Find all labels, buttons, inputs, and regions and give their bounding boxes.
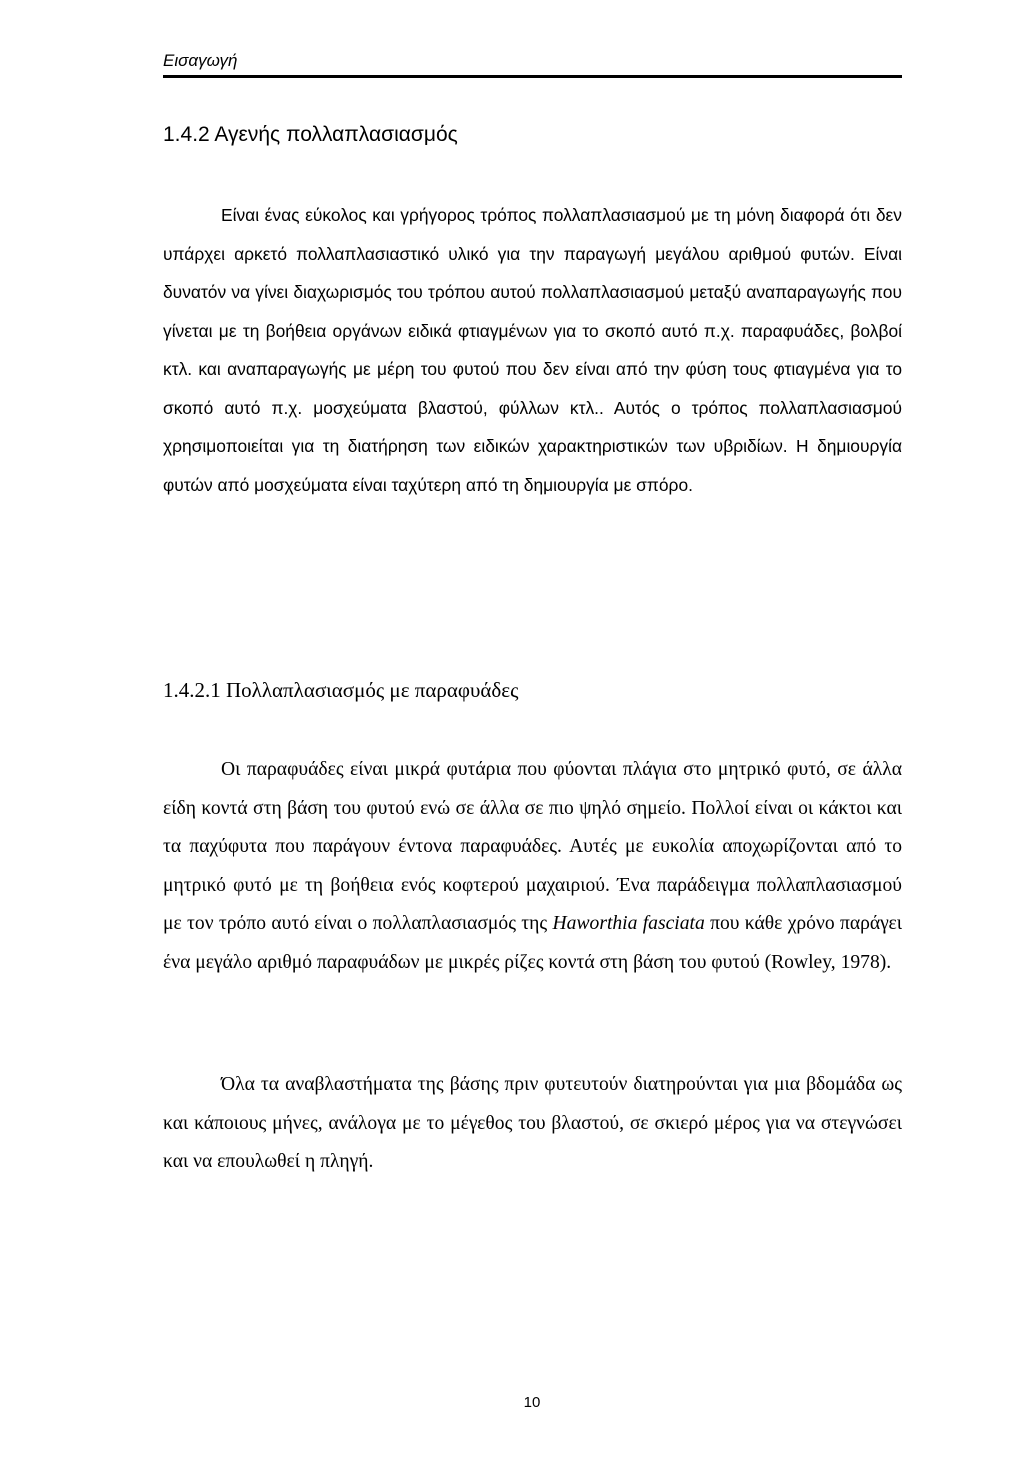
header-title: Εισαγωγή: [163, 51, 238, 70]
page-header: [163, 50, 902, 78]
header-rule: [163, 75, 902, 78]
species-name: Haworthia fasciata: [552, 913, 705, 935]
paragraph-text-part: Οι παραφυάδες είναι μικρά φυτάρια που φύονται πλάγια στο μητρικό φυτό, σε άλλα είδη κοντά στη βάση του φυτού ενώ σε άλλα σε πιο ψηλό σημείο. Πολλοί είναι οι κάκτοι και τα παχύφυτα που παράγουν έντονα παραφυάδες. Αυτές με ευκολία αποχωρίζονται από το μητρικό φυτό με τη βοήθεια ενός κοφτερού μαχαιριού. Ένα παράδειγμα πολλαπλασιασμού με τον τρόπο αυτό είναι ο πολλαπλασιασμός της: [163, 759, 902, 935]
section-heading-1-4-2: 1.4.2 Αγενής πολλαπλασιασμός: [163, 123, 458, 146]
paragraph-text-part: που κάθε χρόνο παράγει ένα μεγάλο αριθμό παραφυάδων με μικρές ρίζες κοντά στη βάση του φυτού (Rowley, 1978).: [163, 913, 902, 973]
section-1-4-2-1-paragraph-2: Όλα τα αναβλαστήματα της βάσης πριν φυτευτούν διατηρούνται για μια βδομάδα ως και κάποιους μήνες, ανάλογα με το μέγεθος του βλαστού, σε σκιερό μέρος για να στεγνώσει και να επουλωθεί η πληγή.: [163, 1074, 902, 1173]
section-1-4-2-1-paragraph-1: [163, 751, 902, 983]
page-number: 10: [523, 1394, 541, 1411]
section-heading-1-4-2-1: 1.4.2.1 Πολλαπλασιασμός με παραφυάδες: [163, 678, 519, 702]
section-1-4-2-paragraph: Είναι ένας εύκολος και γρήγορος τρόπος πολλαπλασιασμού με τη μόνη διαφορά ότι δεν υπάρχει αρκετό πολλαπλασιαστικό υλικό για την παραγωγή μεγάλου αριθμού φυτών. Είναι δυνατόν να γίνει διαχωρισμός του τρόπου αυτού πολλαπλασιασμού μεταξύ αναπαραγωγής που γίνεται με τη βοήθεια οργάνων ειδικά φτιαγμένων για το σκοπό αυτό π.χ. παραφυάδες, βολβοί κτλ. και αναπαραγωγής με μέρη του φυτού που δεν είναι από την φύση τους φτιαγμένα για το σκοπό αυτό π.χ. μοσχεύματα βλαστού, φύλλων κτλ.. Αυτός ο τρόπος πολλαπλασιασμού χρησιμοποιείται για τη διατήρηση των ειδικών χαρακτηριστικών των υβριδίων. Η δημιουργία φυτών από μοσχεύματα είναι ταχύτερη από τη δημιουργία με σπόρο.: [163, 205, 902, 495]
